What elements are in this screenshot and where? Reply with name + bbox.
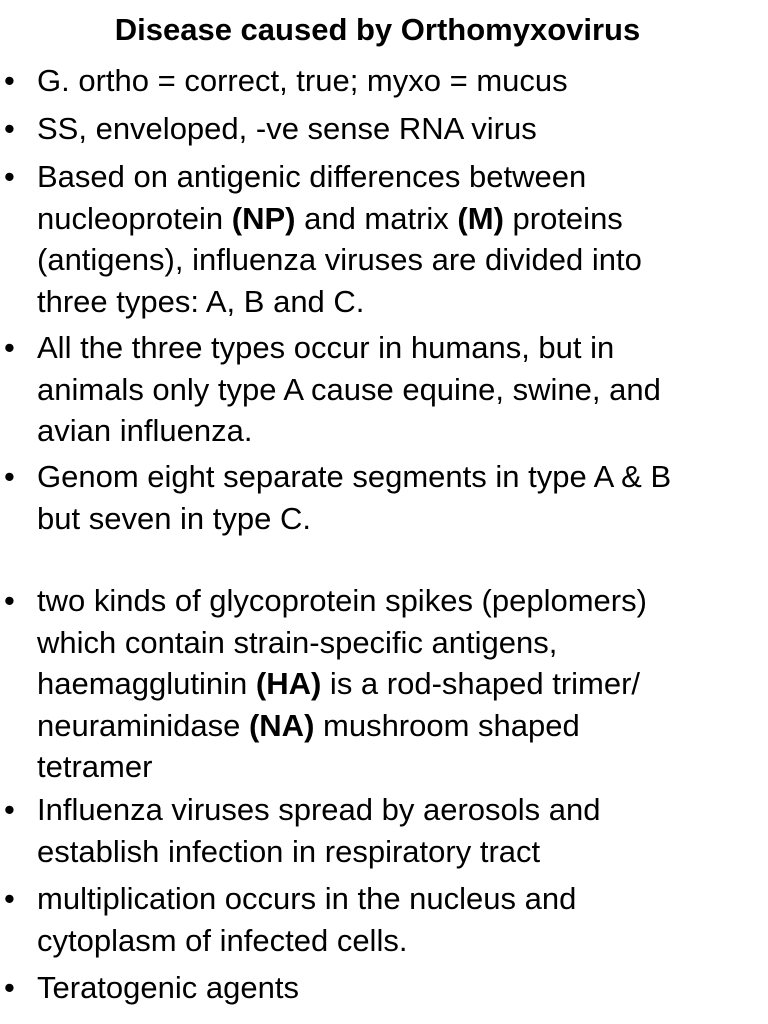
bullet-text bbox=[37, 789, 759, 872]
bullet-line bbox=[37, 705, 759, 747]
bullet-line bbox=[37, 920, 759, 962]
text-run: Teratogenic agents bbox=[37, 970, 299, 1005]
bullet-line bbox=[37, 663, 759, 705]
text-run: G. ortho = correct, true; myxo = mucus bbox=[37, 63, 568, 98]
bullet-marker: • bbox=[4, 459, 15, 494]
bullet-marker: • bbox=[4, 970, 15, 1005]
bullet-line bbox=[37, 327, 759, 369]
text-run: multiplication occurs in the nucleus and bbox=[37, 881, 577, 916]
bullet-marker: • bbox=[4, 330, 15, 365]
bullet-marker: • bbox=[4, 63, 15, 98]
slide-title: Disease caused by Orthomyxovirus bbox=[114, 12, 641, 47]
bullet-marker: • bbox=[4, 583, 15, 618]
text-run: three types: A, B and C. bbox=[37, 283, 365, 319]
bullet-marker: • bbox=[4, 111, 15, 146]
bullet-line bbox=[37, 746, 759, 788]
bullet-line bbox=[37, 281, 759, 323]
bullet-line bbox=[37, 967, 759, 1009]
bullet-line bbox=[37, 498, 759, 540]
bullet-line bbox=[37, 878, 759, 920]
bullet-line bbox=[37, 369, 759, 411]
bullet-line bbox=[37, 789, 759, 831]
bullet-text bbox=[37, 967, 759, 1009]
bullet-text bbox=[37, 108, 759, 150]
text-run: Influenza viruses spread by aerosols and bbox=[37, 792, 601, 827]
text-run: (antigens), influenza viruses are divided into bbox=[37, 242, 642, 277]
text-run: is a rod-shaped trimer/ bbox=[321, 666, 641, 701]
text-run: All the three types occur in humans, but in bbox=[37, 330, 615, 365]
text-run: Genom eight separate segments in type A & B bbox=[37, 459, 672, 494]
bold-term: (M) bbox=[457, 200, 504, 236]
bullet-line bbox=[37, 156, 759, 198]
bullet-line bbox=[37, 198, 759, 240]
text-run: and matrix bbox=[295, 200, 458, 236]
text-run: avian influenza. bbox=[37, 413, 253, 448]
bullet-line bbox=[37, 60, 759, 102]
text-run: two kinds of glycoprotein spikes (peplomers) bbox=[37, 583, 647, 618]
text-run: cytoplasm of infected cells. bbox=[37, 922, 408, 958]
text-run: Based on antigenic differences between bbox=[37, 159, 587, 194]
text-run: mushroom shaped bbox=[314, 707, 580, 743]
text-run: nucleoprotein bbox=[37, 200, 232, 236]
bullet-line bbox=[37, 580, 759, 622]
bullet-line bbox=[37, 456, 759, 498]
bullet-line bbox=[37, 622, 759, 664]
bullet-text bbox=[37, 878, 759, 961]
bullet-line bbox=[37, 239, 759, 281]
bullet-line bbox=[37, 410, 759, 452]
text-run: neuraminidase bbox=[37, 707, 249, 743]
text-run: establish infection in respiratory tract bbox=[37, 833, 541, 869]
text-run: which contain strain-specific antigens, bbox=[37, 624, 558, 660]
text-run: animals only type A cause equine, swine, and bbox=[37, 371, 661, 407]
text-run: tetramer bbox=[37, 749, 153, 784]
text-run: haemagglutinin bbox=[37, 666, 256, 701]
bullet-line bbox=[37, 108, 759, 150]
bullet-text bbox=[37, 60, 759, 102]
bold-term: (NP) bbox=[231, 200, 296, 236]
text-run: SS, enveloped, -ve sense RNA virus bbox=[37, 111, 537, 146]
bullet-marker: • bbox=[4, 792, 15, 827]
bullet-text bbox=[37, 156, 759, 322]
bullet-text bbox=[37, 327, 759, 452]
text-run: but seven in type C. bbox=[37, 500, 311, 536]
bullet-text bbox=[37, 456, 759, 539]
bullet-line bbox=[37, 831, 759, 873]
bullet-marker: • bbox=[4, 159, 15, 194]
bold-term: (NA) bbox=[248, 707, 315, 743]
bullet-text bbox=[37, 580, 759, 788]
bullet-marker: • bbox=[4, 881, 15, 916]
text-run: proteins bbox=[503, 200, 623, 236]
bold-term: (HA) bbox=[255, 666, 322, 701]
